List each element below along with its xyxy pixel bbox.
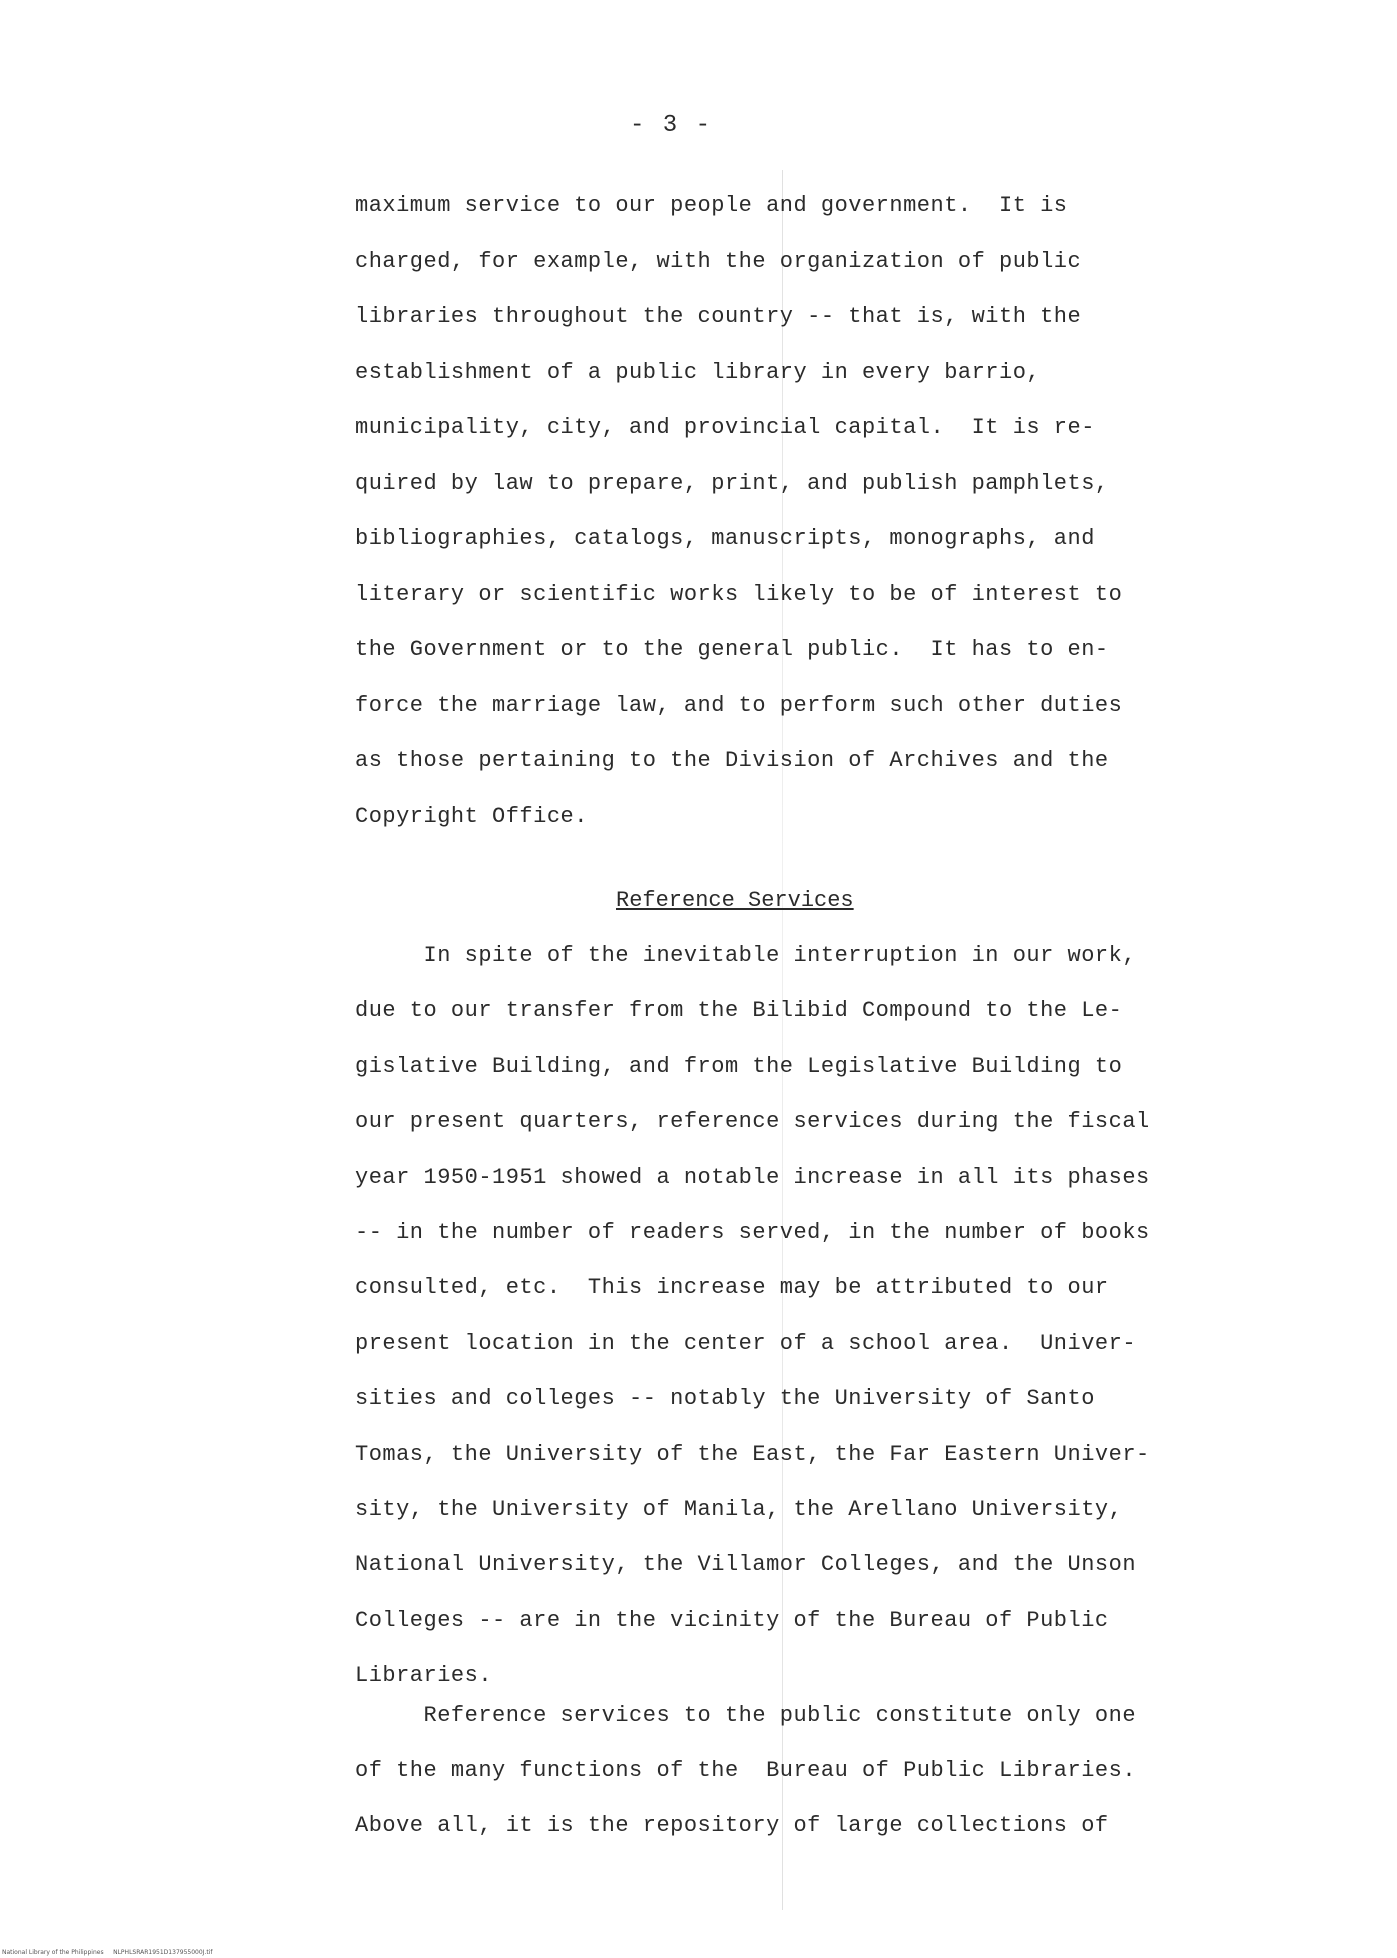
text-line: our present quarters, reference services during the fiscal xyxy=(355,1109,1150,1135)
text-line: quired by law to prepare, print, and publish pamphlets, xyxy=(355,470,1109,496)
text-line: charged, for example, with the organization of public xyxy=(355,248,1082,274)
text-line: gislative Building, and from the Legislative Building to xyxy=(355,1053,1123,1079)
scan-footer: National Library of the Philippines NLPHLSRAR1951D137955000J.tif xyxy=(2,1949,213,1956)
text-line: Above all, it is the repository of large collections of xyxy=(355,1813,1109,1838)
text-line: maximum service to our people and government. It is xyxy=(355,193,1068,218)
section-heading: Reference Services xyxy=(616,888,854,913)
text-line: National University, the Villamor Colleges, and the Unson xyxy=(355,1552,1137,1578)
text-line: Copyright Office. xyxy=(355,803,588,829)
text-line: -- in the number of readers served, in the number of books xyxy=(355,1220,1150,1245)
text-line: due to our transfer from the Bilibid Compound to the Le- xyxy=(355,998,1123,1024)
text-line: Colleges -- are in the vicinity of the Bureau of Public xyxy=(355,1607,1109,1633)
text-line: force the marriage law, and to perform such other duties xyxy=(355,692,1123,718)
page-number: - 3 - xyxy=(630,112,713,139)
text-line: consulted, etc. This increase may be attributed to our xyxy=(355,1275,1109,1301)
text-line: bibliographies, catalogs, manuscripts, monographs, and xyxy=(355,526,1095,551)
text-line: literary or scientific works likely to be of interest to xyxy=(355,581,1123,607)
text-line: Libraries. xyxy=(355,1663,493,1689)
text-line: the Government or to the general public. It has to en- xyxy=(355,637,1109,662)
text-line: present location in the center of a school area. Univer- xyxy=(355,1330,1137,1356)
text-line: Tomas, the University of the East, the Far Eastern Univer- xyxy=(355,1441,1150,1467)
text-line: municipality, city, and provincial capital. It is re- xyxy=(355,415,1095,440)
text-line: Reference services to the public constitute only one xyxy=(355,1703,1137,1728)
text-line: year 1950-1951 showed a notable increase in all its phases xyxy=(355,1164,1150,1190)
text-line: libraries throughout the country -- that is, with the xyxy=(355,304,1082,329)
text-line: establishment of a public library in every barrio, xyxy=(355,359,1041,385)
text-line: as those pertaining to the Division of Archives and the xyxy=(355,748,1109,773)
text-line: In spite of the inevitable interruption in our work, xyxy=(355,943,1137,968)
text-line: sities and colleges -- notably the University of Santo xyxy=(355,1386,1095,1412)
text-line: of the many functions of the Bureau of Public Libraries. xyxy=(355,1758,1137,1783)
text-line: sity, the University of Manila, the Arellano University, xyxy=(355,1497,1123,1522)
